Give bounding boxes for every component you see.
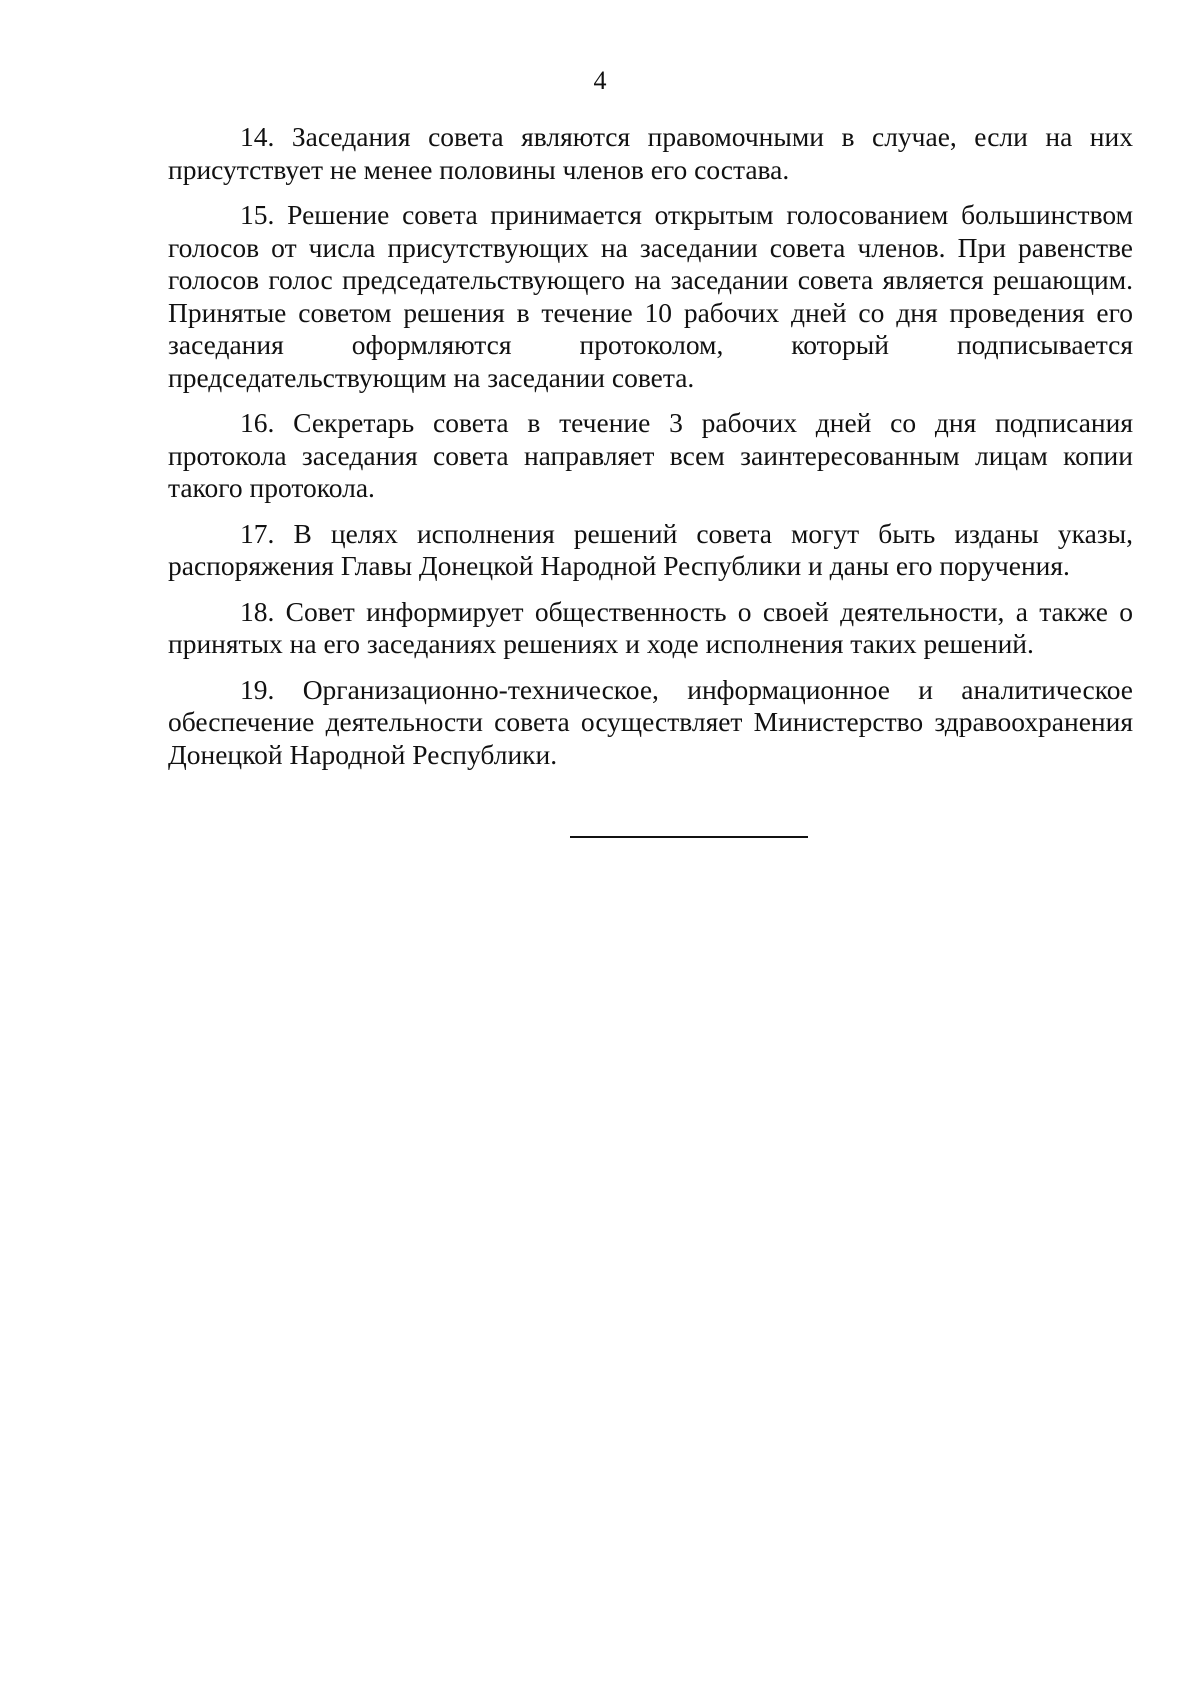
paragraph-19: 19. Организационно-техническое, информационное и аналитическое обеспечение деятельности совета осуществляет Министерство здравоохранения Донецкой Народной Республики. xyxy=(168,673,1133,770)
paragraph-14: 14. Заседания совета являются правомочными в случае, если на них присутствует не менее половины членов его состава. xyxy=(168,121,1133,185)
paragraph-16: 16. Секретарь совета в течение 3 рабочих дней со дня подписания протокола заседания совета направляет всем заинтересованным лицам копии такого протокола. xyxy=(168,407,1133,503)
paragraph-15: 15. Решение совета принимается открытым голосованием большинством голосов от числа присутствующих на заседании совета членов. При равенстве голосов голос председательствующего на заседании совета является решающим. Принятые советом решения в течение 10 рабочих дней со дня проведения его заседания оформляются протоколом, который подписывается председательствующим на заседании совета. xyxy=(168,199,1133,393)
page-number: 4 xyxy=(593,66,607,95)
end-of-document-divider xyxy=(570,836,808,838)
paragraph-18: 18. Совет информирует общественность о своей деятельности, а также о принятых на его заседаниях решениях и ходе исполнения таких решений. xyxy=(168,595,1133,659)
paragraph-17: 17. В целях исполнения решений совета могут быть изданы указы, распоряжения Главы Донецкой Народной Республики и даны его поручения. xyxy=(168,517,1133,581)
document-body xyxy=(168,121,1133,784)
